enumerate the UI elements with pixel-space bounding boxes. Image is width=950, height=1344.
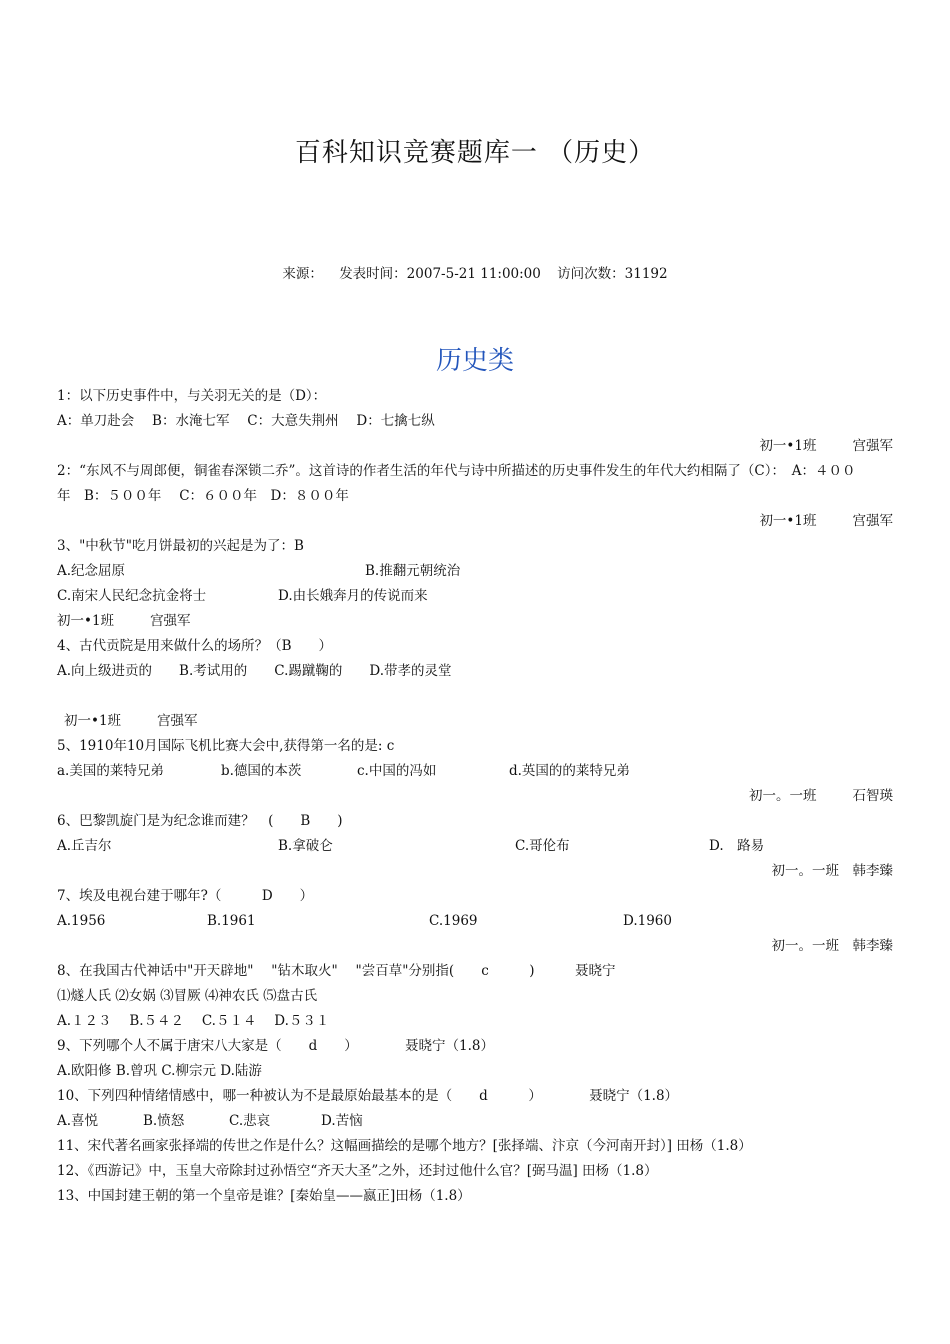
option-d: D. 路易 xyxy=(709,838,765,854)
meta-source: 来源： xyxy=(282,266,323,282)
signature-class: 初一•1班 xyxy=(759,513,817,529)
document-meta xyxy=(0,262,950,282)
question-9: 9、下列哪个人不属于唐宋八大家是（ d ） 聂晓宁（1.8） xyxy=(57,1038,494,1054)
signature-author: 宫强军 xyxy=(852,513,893,529)
question-11: 11、宋代著名画家张择端的传世之作是什么？这幅画描绘的是哪个地方？[张择端、汴京（今河南开封）] 田杨（1.8） xyxy=(57,1138,752,1154)
question-10: 10、下列四种情绪情感中，哪一种被认为不是最原始最基本的是（ d ） 聂晓宁（1.8） xyxy=(57,1088,679,1104)
question-4-options: A.向上级进贡的 B.考试用的 C.踢蹴鞠的 D.带孝的灵堂 xyxy=(57,663,452,679)
option-c: c.中国的冯如 xyxy=(357,763,437,779)
option-d: D.1960 xyxy=(623,913,672,929)
question-4: 4、古代贡院是用来做什么的场所？（B ） xyxy=(57,638,333,654)
option-b: B.1961 xyxy=(207,913,256,929)
question-7-signature: 初一。一班 韩李臻 xyxy=(771,938,893,954)
question-2: 2：“东风不与周郎便，铜雀春深锁二乔”。这首诗的作者生活的年代与诗中所描述的历史事件发生的年代大约相隔了（C）： A：４００ xyxy=(57,463,856,479)
question-8-options: A.１２３ B.５４２ C.５１４ D.５３１ xyxy=(57,1013,330,1029)
meta-published: 发表时间：2007-5-21 11:00:00 xyxy=(339,266,541,282)
question-1-signature xyxy=(57,437,893,455)
option-a: a.美国的莱特兄弟 xyxy=(57,763,164,779)
option-b: b.德国的本茨 xyxy=(221,763,302,779)
question-12: 12、《西游记》中，玉皇大帝除封过孙悟空“齐天大圣”之外，还封过他什么官？[弼马温] 田杨（1.8） xyxy=(57,1163,658,1179)
question-5-signature xyxy=(57,787,893,805)
question-9-options: A.欧阳修 B.曾巩 C.柳宗元 D.陆游 xyxy=(57,1063,262,1079)
question-3: 3、"中秋节"吃月饼最初的兴起是为了：B xyxy=(57,538,304,554)
question-1: 1：以下历史事件中，与关羽无关的是（D）： xyxy=(57,388,327,404)
option-a: A.喜悦 xyxy=(57,1113,99,1129)
option-a: A.丘吉尔 xyxy=(57,838,112,854)
option-b: B.拿破仑 xyxy=(278,838,333,854)
question-1-options: A：单刀赴会 B：水淹七军 C：大意失荆州 D：七擒七纵 xyxy=(57,413,435,429)
signature-author: 宫强军 xyxy=(852,438,893,454)
question-7: 7、埃及电视台建于哪年?（ D ） xyxy=(57,888,314,904)
signature-class: 初一•1班 xyxy=(57,613,115,629)
option-c: C.悲哀 xyxy=(229,1113,271,1129)
option-a: A.纪念屈原 xyxy=(57,563,126,579)
meta-visits: 访问次数：31192 xyxy=(557,266,668,282)
option-a: A.1956 xyxy=(57,913,106,929)
question-4-signature xyxy=(64,712,900,730)
question-8: 8、在我国古代神话中"开天辟地" "钻木取火" "尝百草"分别指( c ) 聂晓宁 xyxy=(57,963,616,979)
signature-author: 宫强军 xyxy=(157,713,198,729)
question-6-signature: 初一。一班 韩李臻 xyxy=(771,863,893,879)
option-d: d.英国的的莱特兄弟 xyxy=(509,763,630,779)
option-b: B.愤怒 xyxy=(143,1113,185,1129)
signature-class: 初一。一班 xyxy=(749,788,817,804)
signature-author: 宫强军 xyxy=(150,613,191,629)
signature-class: 初一•1班 xyxy=(759,438,817,454)
option-c: C.1969 xyxy=(429,913,478,929)
section-title: 历史类 xyxy=(435,346,514,376)
question-3-signature xyxy=(57,612,893,630)
option-b: B.推翻元朝统治 xyxy=(365,563,461,579)
question-2-continued: 年 B：５００年 C：６００年 D：８００年 xyxy=(57,488,349,504)
option-d: D.由长娥奔月的传说而来 xyxy=(278,588,428,604)
question-8-items: ⑴燧人氏 ⑵女娲 ⑶冒厥 ⑷神农氏 ⑸盘古氏 xyxy=(57,988,318,1004)
option-c: C.南宋人民纪念抗金将士 xyxy=(57,588,207,604)
question-5: 5、1910年10月国际飞机比赛大会中,获得第一名的是: c xyxy=(57,738,395,754)
question-2-signature xyxy=(57,512,893,530)
option-d: D.苦恼 xyxy=(321,1113,363,1129)
question-13: 13、中国封建王朝的第一个皇帝是谁？[秦始皇——嬴正]田杨（1.8） xyxy=(57,1188,471,1204)
signature-class: 初一•1班 xyxy=(64,713,122,729)
signature-author: 石智瑛 xyxy=(852,788,893,804)
option-c: C.哥伦布 xyxy=(515,838,570,854)
question-6: 6、巴黎凯旋门是为纪念谁而建？ ( B ) xyxy=(57,813,343,829)
document-title: 百科知识竞赛题库一 （历史） xyxy=(294,138,656,168)
